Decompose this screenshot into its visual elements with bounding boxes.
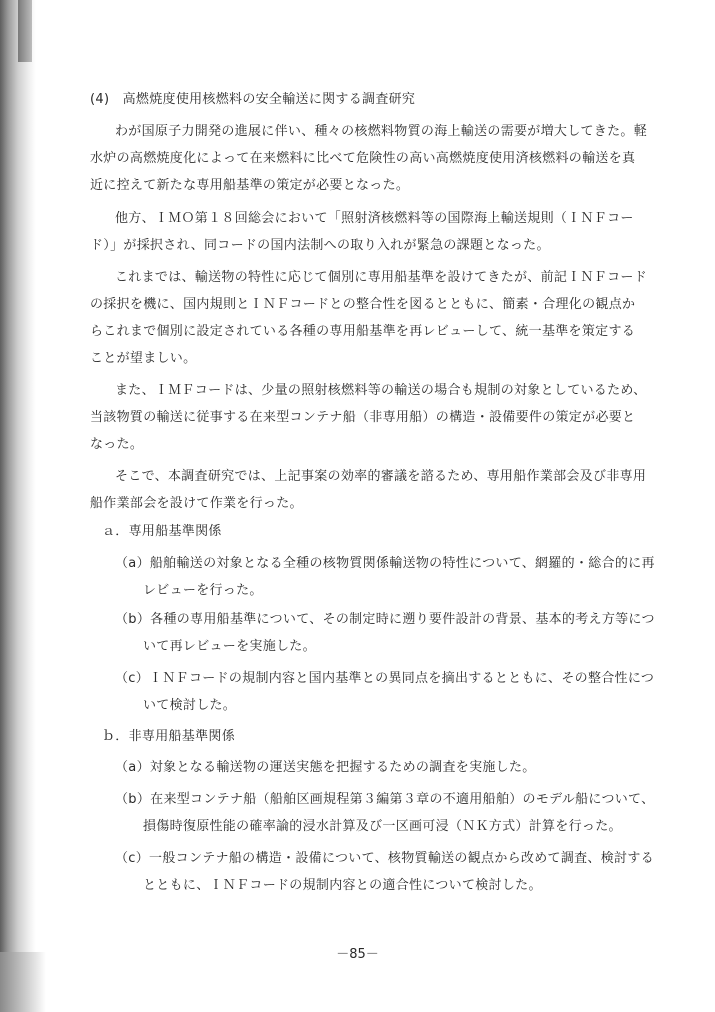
paragraph-line: 当該物質の輸送に従事する在来型コンテナ船（非専用船）の構造・設備要件の策定が必要と	[90, 410, 636, 425]
paragraph-line: 他方、ＩＭＯ第１８回総会において「照射済核燃料等の国際海上輸送規則（ＩＮＦコー	[115, 211, 634, 226]
list-item-line: いて再レビューを実施した。	[143, 639, 316, 654]
binding-mark	[18, 0, 32, 62]
list-item-line: （c）ＩＮＦコードの規制内容と国内基準との異同点を摘出するとともに、その整合性につ	[115, 671, 655, 686]
list-item-line: （b）在来型コンテナ船（船舶区画規程第３編第３章の不適用船舶）のモデル船について、	[115, 792, 655, 807]
paragraph-line: なった。	[90, 437, 144, 452]
paragraph-line: らこれまで個別に設定されている各種の専用船基準を再レビューして、統一基準を策定する	[90, 324, 636, 339]
subsection-heading: ｂ．非専用船基準関係	[102, 729, 236, 744]
list-item-line: レビューを行った。	[143, 583, 263, 598]
paragraph-line: ことが望ましい。	[90, 351, 197, 366]
paragraph-line: わが国原子力開発の進展に伴い、種々の核燃料物質の海上輸送の需要が増大してきた。軽	[115, 124, 648, 139]
list-item-line: （a）対象となる輸送物の運送実態を把握するための調査を実施した。	[115, 760, 536, 775]
subsection-heading: ａ．専用船基準関係	[102, 524, 222, 539]
binding-shadow	[0, 0, 36, 1012]
page-number: －85－	[336, 947, 379, 962]
list-item-line: （c）一般コンテナ船の構造・設備について、核物質輸送の観点から改めて調査、検討する	[115, 851, 654, 866]
paragraph-line: そこで、本調査研究では、上記事案の効率的審議を諮るため、専用船作業部会及び非専用	[115, 469, 647, 484]
list-item-line: 損傷時復原性能の確率論的浸水計算及び一区画可浸（ＮＫ方式）計算を行った。	[143, 819, 622, 834]
paragraph-line: 船作業部会を設けて作業を行った。	[90, 496, 303, 511]
paragraph-line: の採択を機に、国内規則とＩＮＦコードとの整合性を図るとともに、簡素・合理化の観点か	[90, 297, 636, 312]
paragraph-line: 水炉の高燃焼度化によって在来燃料に比べて危険性の高い高燃焼度使用済核燃料の輸送を真	[90, 151, 636, 166]
paragraph-line: 近に控えて新たな専用船基準の策定が必要となった。	[90, 178, 410, 193]
list-item-line: いて検討した。	[143, 698, 237, 713]
paragraph-line: これまでは、輸送物の特性に応じて個別に専用船基準を設けてきたが、前記ＩＮＦコード	[115, 270, 648, 285]
list-item-line: （b）各種の専用船基準について、その制定時に遡り要件設計の背景、基本的考え方等につ	[115, 612, 655, 627]
paragraph-line: ド）」が採択され、同コードの国内法制への取り入れが緊急の課題となった。	[90, 238, 550, 253]
list-item-line: （a）船舶輸送の対象となる全種の核物質関係輸送物の特性について、網羅的・総合的に再	[115, 556, 655, 571]
list-item-line: とともに、ＩＮＦコードの規制内容との適合性について検討した。	[143, 878, 542, 893]
paragraph-line: また、ＩＭＦコードは、少量の照射核燃料等の輸送の場合も規制の対象としているため、	[115, 383, 647, 398]
section-heading: (4) 高燃焼度使用核燃料の安全輸送に関する調査研究	[90, 92, 416, 107]
